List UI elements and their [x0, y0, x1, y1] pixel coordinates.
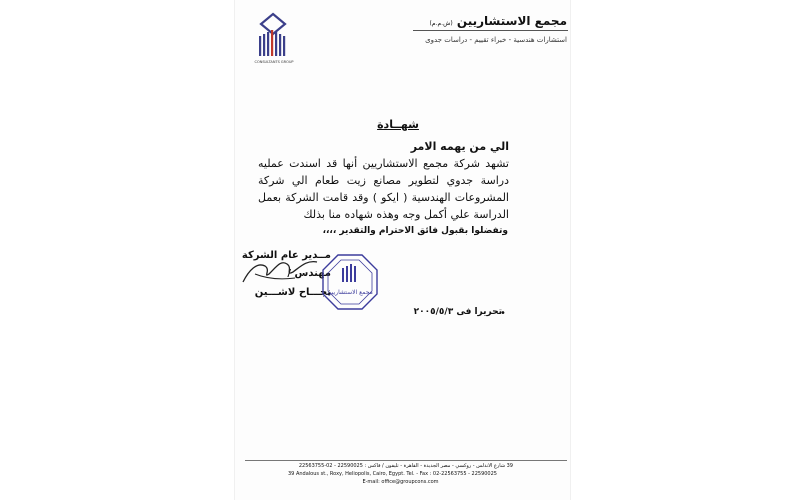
- company-tagline: استشارات هندسية - خبراء تقييم - دراسات جدوى: [425, 36, 567, 44]
- footer-divider: [245, 460, 567, 461]
- company-stamp-icon: [320, 252, 380, 312]
- certificate-title: شهــادة: [377, 118, 419, 131]
- signatory-name: نجـــاح لاشـــين: [254, 287, 331, 298]
- handwritten-signature-icon: [235, 252, 325, 292]
- header-divider: [413, 30, 568, 31]
- footer-address-arabic: 39 شارع الاندلس - روكسي - مصر الجديدة - القاهرة - تليفون / فاكس : 22590025 - 02-22563755: [298, 463, 513, 469]
- company-name-text: مجمع الاستشاريين: [456, 14, 567, 28]
- signatory-prefix: مهندس /: [287, 268, 331, 279]
- issue-date: تحريرا فى ٢٠٠٥/٥/٣: [413, 307, 502, 317]
- footer-address-english: 39 Andalous st., Roxy, Heliopolis, Cairo, Egypt. Tel. - Fax : 02-22563755 - 22590025: [288, 471, 497, 477]
- logo-caption: CONSULTANTS GROUP: [254, 60, 294, 64]
- signatory-title: مــدير عام الشركة: [241, 250, 331, 261]
- addressee-line: الي من يهمه الامر: [410, 140, 509, 153]
- company-name: [429, 14, 567, 28]
- bullet-icon: •: [500, 308, 506, 319]
- company-suffix: (ش.م.م): [429, 20, 453, 27]
- consultants-group-logo-icon: [255, 12, 291, 60]
- closing-line: وتفضلوا بقبول فائق الاحترام والتقدير ،،،،: [322, 226, 508, 236]
- footer-email: E-mail: office@groupcons.com: [362, 479, 439, 485]
- stamp-text: مجمع الاستشاريين: [327, 289, 373, 296]
- certificate-body: تشهد شركة مجمع الاستشاريين أنها قد اسندت عمليه دراسة جدوي لتطوير مصانع زيت طعام الي شركة المشروعات الهندسية ( ايكو ) وقد قامت الشركة بعمل الدراسة علي أكمل وجه وهذه شهاده منا بذلك: [258, 157, 509, 221]
